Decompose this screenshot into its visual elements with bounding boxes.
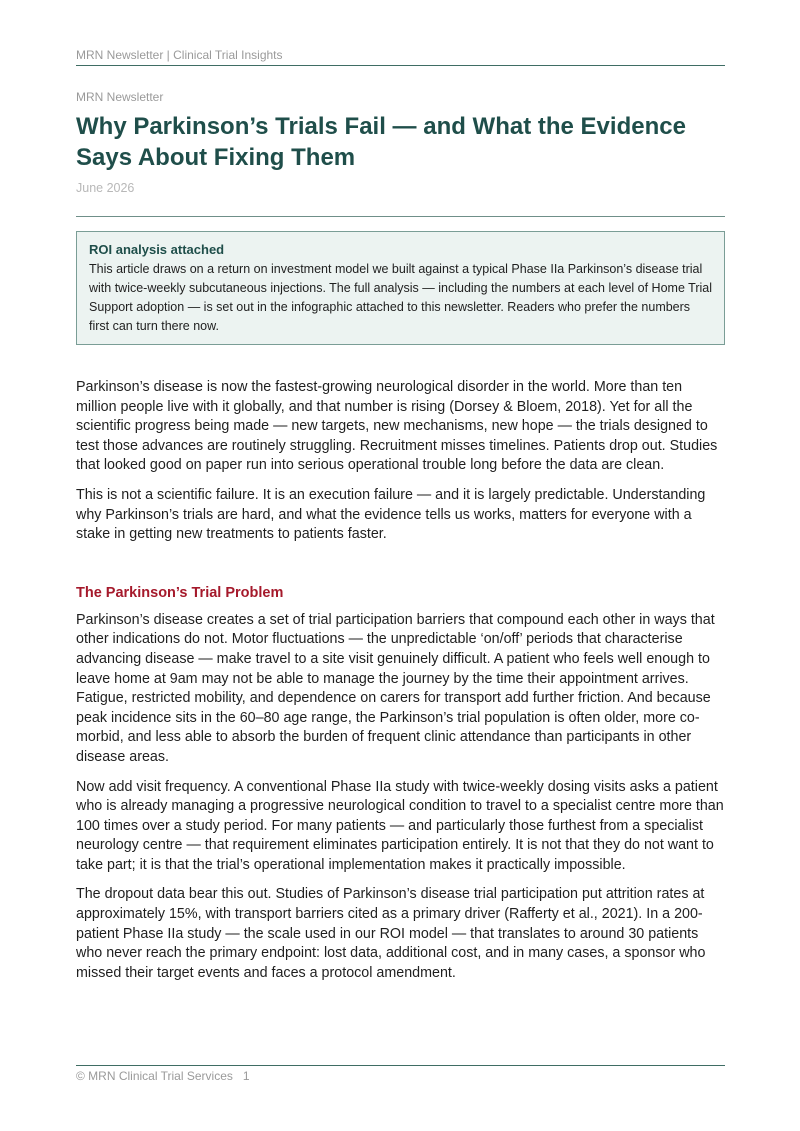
callout-title: ROI analysis attached bbox=[89, 242, 225, 257]
intro-paragraph: Parkinson’s disease is now the fastest-growing neurological disorder in the world. More than ten million people live with it globally, and that number is rising (Dorsey & Bloem, 2018). Yet for all the scientific progress being made — new targets, new mechanisms, new hope — the trials designed to test those advances are routinely struggling. Recruitment misses timelines. Patients drop out. Studies that looked good on paper run into serious operational trouble long before the data are clean. bbox=[76, 379, 718, 474]
page-footer bbox=[76, 1065, 725, 1083]
footer-copyright: © MRN Clinical Trial Services bbox=[76, 1069, 233, 1083]
body-paragraph: Now add visit frequency. A conventional Phase IIa study with twice-weekly dosing visits asks a patient who is already managing a progressive neurological condition to travel to a specialist centre more than 100 times over a study period. For many patients — and particularly those furthest from a specialist neurology centre — that requirement eliminates participation entirely. It is not that they do not want to take part; it is that the trial’s operational implementation makes it practically impossible. bbox=[76, 778, 724, 873]
intro-paragraph: This is not a scientific failure. It is an execution failure — and it is largely predictable. Understanding why Parkinson’s trials are hard, and what the evidence tells us works, matters for everyone with a stake in getting new treatments to patients faster. bbox=[76, 486, 706, 543]
article-kicker: MRN Newsletter bbox=[76, 90, 164, 104]
article-title: Why Parkinson’s Trials Fail — and What the Evidence Says About Fixing Them bbox=[76, 113, 686, 171]
intro-section bbox=[76, 378, 725, 545]
article-date: June 2026 bbox=[76, 181, 135, 195]
section-heading: The Parkinson’s Trial Problem bbox=[76, 584, 284, 601]
running-header: MRN Newsletter | Clinical Trial Insights bbox=[76, 48, 725, 66]
body-paragraph: The dropout data bear this out. Studies of Parkinson’s disease trial participation put attrition rates at approximately 15%, with transport barriers cited as a primary driver (Rafferty et al., 2021). In a 200-patient Phase IIa study — the scale used in our ROI model — that translates to around 30 patients who never reach the primary endpoint: lost data, additional cost, and in many cases, a sponsor who missed their target events and faces a protocol amendment. bbox=[76, 886, 706, 981]
body-paragraph: Parkinson’s disease creates a set of trial participation barriers that compound each other in ways that other indications do not. Motor fluctuations — the unpredictable ‘on/off’ periods that characterise advancing disease — make travel to a site visit genuinely difficult. A patient who feels well enough to leave home at 9am may not be able to manage the journey by the time their appointment arrives. Fatigue, restricted mobility, and dependence on carers for transport add further friction. And because peak incidence sits in the 60–80 age range, the Parkinson’s trial population is often older, more co-morbid, and less able to absorb the burden of frequent clinic attendance than participants in other disease areas. bbox=[76, 611, 715, 765]
document-page bbox=[76, 0, 725, 993]
title-divider bbox=[76, 216, 725, 217]
page-number: 1 bbox=[242, 1069, 250, 1083]
callout-body: This article draws on a return on investment model we built against a typical Phase IIa Parkinson’s disease trial with twice-weekly subcutaneous injections. The full analysis — including the numbers at each level of Home Trial Support adoption — is set out in the infographic attached to this newsletter. Readers who prefer the numbers first can turn there now. bbox=[89, 262, 712, 333]
roi-callout-box bbox=[76, 231, 725, 345]
